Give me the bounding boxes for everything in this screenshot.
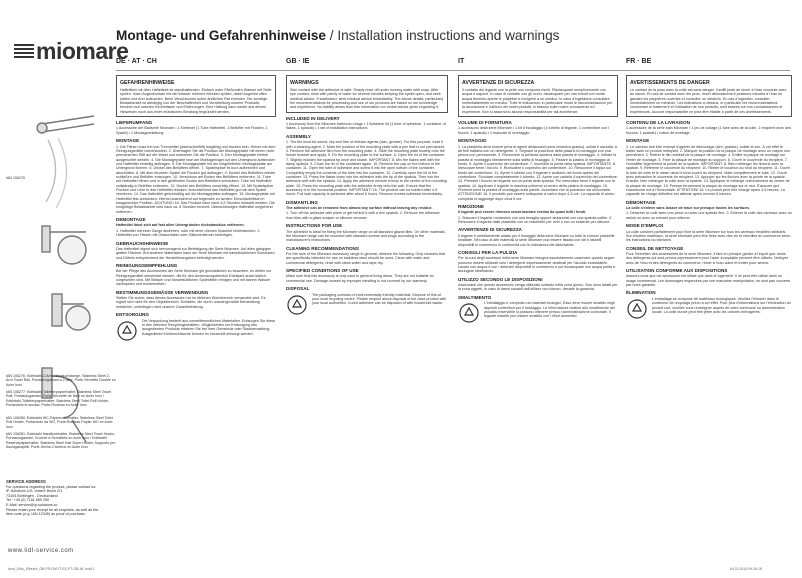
section-heading: DÉMONTAGE [626,199,656,205]
warning-box [626,75,792,117]
section-heading: WARNINGS [290,80,319,86]
column-gb [286,73,448,561]
section-heading: MODE D'EMPLOI [626,223,664,229]
brand-logo: miomare [36,38,129,64]
section-text: Haftmittel lässt sich auf fast allen Untergründen rückstandslos entfernen. [116,223,245,228]
section-heading: SMALTIMENTO [458,294,492,300]
section-text: Make sure that this accessory is only used in general living areas. They are not suitable for commercial use. Damage caused by improper handling is not covered by our warranty. [286,274,434,283]
section-text: Per la cura degli accessori della serie Miomare bisogna assolutamente osservare quanto segue: possono essere utilizzati solo i detergenti espressamente destinati per l'acciaio inossidabile. Lavare con acqua e con i detersivi disponibili in commercio e poi risciacquare con acqua pulita e asciugare strofinando. [458,256,616,274]
towel-rail-illustration [37,116,94,208]
file-footer: Anst_Edls_Elbecht_GB-FR-DM-IT-ES-PT-GB-NL.indd 1 [8,567,95,571]
lang-gb: GB · IE [286,58,310,65]
section-text: Pour l'entretien des accessoires de la série Miomare, il faut en principe garder à l'esprit que: seuls des détergents qui sont prévus expressément pour l'acier inoxydable peuvent être utilisés. Nettoyer avec de l'eau et des détergents du commerce, rincer à l'eau claire et frotter pour sécher. [626,251,789,265]
date-footer: 04.11.2014 09:26:18 [730,567,762,571]
header-divider [116,70,790,71]
section-text: The packaging consists of environmentally friendly materials. Dispose of this at your local recycling centre. Please enquire about disposal of the used product with your local authorities. Cured adhesive can be disposed of with household waste. [312,292,447,306]
warning-box [458,75,618,117]
section-text: The adhesive can be removed from almost any surface without leaving any residue. [286,206,433,211]
section-text: La colle convient parfaitement pour fixer la série Miomare sur tous les carreaux émaillés habituels. Sur d'autres matériaux, la série Miomare peut être fixée avec des vis et chevilles du commerce selon les instructions du fabricant. [626,229,791,243]
warning-box [286,75,448,113]
section-text: La colle s'enlève sans laisser de trace sur presque toutes les surfaces. [626,206,751,211]
section-heading: MONTAGE [626,138,650,144]
section-heading: INCLUDED IN DELIVERY [286,115,340,121]
image-caption: IAN 106277: Edelstahl-Toilettenpapierhalter, Stainless Steel Towel Rail, Portasciugamani, Porte-Serviette de Bain en Acier Inox / Edelstahl-Toilettenpapierhalter, Stainless Steel Toilet Roll Holder, Portarotolo in acciaio, Porte-Rouleau en Acier Inox [6,390,112,408]
section-text: L'imballaggio è composto da materiali ecologici. Esso deve essere smaltito negli appositi contenitori per il riciclaggio. Le informazioni relative allo smaltimento del prodotto inservibile si possono ottenere presso l'amministrazione comunale. Il legante indurito può essere smaltito con i rifiuti domestici. [484,301,615,319]
image-caption: IAN 106280: Edelstahl WC-Papierrollenhalter, Stainless Steel Toilet Roll Holder, Portarotolo da WC, Porte-Rouleau Papier WC en Acier Inox [6,416,114,429]
title-main: Montage- und Gefahrenhinweise [116,28,326,43]
section-text: 1. Détacher la colle avec une pince ou avec une spatule fine. 2. Enlever la colle des carreaux avec un racloir ou avec un solvant pour silicone. [626,211,792,220]
recycling-icon [116,320,138,342]
section-heading: INSTRUCTIONS FOR USE [286,223,343,229]
section-text: Assurez-vous que cet accessoire est utilisé que dans le logement. Il ne peut être utilisé dans un usage commercial. Les dommages engendrés par une mauvaise manipulation, ne sont pas couverts par notre garantie. [626,274,790,288]
column-it [458,73,618,561]
section-text: Das Haftmittel eignet sich hervorragend zur Befestigung der Serie Miomare. Auf allen gängigen glatten Flächen. Auf anderen Materialien kann die Serie Miomare mit handelsüblichen Schrauben und Dübeln entsprechend der Herstellerangaben befestigt werden. [116,246,275,260]
section-heading: UTILISATION CONFORME AUX DISPOSITIONS [626,268,728,273]
lang-de: DE · AT · CH [116,58,157,65]
section-text: Le contact de la peau avec la colle est sans danger. Il suffit juste de rincer à l'eau courante avec du savon. En cas de contact avec les yeux, rincer abondamment plusieurs minutes à l'eau en gardant les paupières ouvertes et consulter un médecin. En cas d'ingestion, consulter immédiatement un médecin. Les indications ci-dessus, en particulier les recommandations concernant le traitement et l'utilisation de nos produits, sont basées sur nos connaissances et expériences. Aucune responsabilité ne peut être établie à partir de ces avertissements. [630,88,787,114]
toilet-roll-holder-illustration [52,294,90,330]
section-heading: UTILIZZO SECONDO LE DISPOSIZIONI [458,276,543,282]
section-text: Skin contact with the adhesive is safe. Simply rinse off under running water with soap. After eye contact, rinse with plenty of water for several minutes keeping the eyelid open, and seek medical advice. If swallowed, seek medical advice immediately. The above details, particularly the recommendations for processing and use of our products are based on our knowledge and experience. No liability arises from this information nor verbal advice given regarding it. [290,88,444,110]
section-text: 1. Le carreau doit être exempt d'agents de démoulage (cire, graisse), solide et sec. À cet effet le traiter avec un produit nettoyant. 2. Marquer la position de la plaque de montage avec un crayon non permanent. 3. Retirer le film adhésif de la plaque de montage. 4. Enfiler la plaque de montage sur l'étrier de montage. 5. Fixer la plaque de montage au support. 6. Ouvrir le couvercle du récipient. 7. Humidifier légèrement la pointe de la spatule. IMPORTANT. 8. Bien mélanger les flocons avec la spatule. 9. Refermer le couvercle du récipient. 10. Retirer le bouchon au fond du récipient. 11. Ouvrir le tube de colle et le visser dans le fond ouvert du récipient. Vider complètement le tube. 12. Ouvrir avec précaution le couvercle du récipient. 13. Appuyer sur les flocons avec la pointe de la spatule. Ensuite, bien mélanger la colle avec la spatule. 14. Appliquer le mélange uniformément au centre de la plaque de montage. 15. Presser fermement la plaque de montage sur le mur. S'assurer que l'accessoire est à l'horizontale. ATTENTION! 16. Le produit peut être chargé après 4-5 heures. La capacité de charge définitive est atteinte après environ 6 heures. [626,144,791,197]
title-separator: / [325,28,338,43]
section-heading: REINIGUNGSEMPFEHLUNG [116,262,178,268]
section-heading: BESTIMMUNGSGEMÄSSE VERWENDUNG [116,289,209,295]
lang-fr: FR · BE [626,58,652,65]
section-text: Haftetikett mit über Haftetikett ist standhaltenden. Einfach unter Fließenden Wasser mit Seife spülen. Nach Augenkontakt mit viel Wasser mehrere Minuten spülen, dabei Augenlid offen halten und Arzt aufsuchen. Beim Verschlucken sofort ärztlichen Rat einholen. Die sonstige Belastbarkeit ist abhängig von der Beschaffenheit und Verarbeitung unserer Produkte, beruhen auf unseren Kenntnissen und Erfahrungen. Eine Haftung kann weder aus diesen Hinweisen noch aus einer mündlichen Beratung begründet werden. [120,88,272,114]
section-heading: VOLUME DI FORNITURA [458,120,512,126]
paper-holder-illustration [42,226,86,264]
section-heading: CONSEIL DE NETTOYAGE [626,245,684,251]
section-text: Bei der Pflege des Accessoires der Serie Miomare gilt grundsätzlich zu beachten, es dürfen nur Reinigungsmittel verwendet werden, die für den Anwendungsbereich Edelstahl ausdrücklich vorgesehen sind. Mit Wasser und handelsüblichen Spülmitteln reinigen und mit klarem Wasser nachspülen und trockenreiben. [116,269,272,287]
section-text: 1. Staccare il legante ruotandolo con una tenaglia oppure aiutandosi con una spatola sottile. 2. Rimuovere il legante dalle piastrelle con un raschietto per vetri o con un solvente per silicone. [458,215,613,225]
section-heading: CONSIGLI PER LA PULIZIA [458,249,518,255]
lang-it: IT [458,58,465,65]
service-line: E-Mail: service@ip-solutions.cc [6,502,58,507]
recycling-icon [286,294,308,316]
service-line: 73104 Börtlingen - Deutschland [6,493,58,498]
section-text: 1. La piastrella deve essere priva di agenti distaccanti (cera ceramica grasso), solida e asciutta. A tal fine trattarla con un detergente. 2. Segnare la posizione della piastra di montaggio con una penna non permanente. 3. Rimuovere la pellicola adesiva dalla piastra di montaggio. 4. Infilare la piastra di montaggio liberamente sulla staffa di fissaggio. 5. Fissare la piastra di montaggio al fondo. 6. Aprire il coperchio del contenitore. 7. Inumidire la punta della spatola. IMPORTANTE. 8. Mescolare bene i fiocchi. 9. Richiudere il coperchio del contenitore. 10. Rimuovere il tappo sul fondo del contenitore. 11. Aprire il tubetto con il legante e avvitarlo nel fondo aperto del contenitore. Svuotare completamente il tubetto. 12. Aprire con cautela il coperchio del contenitore. 13. Premere i fiocchi nel legante con la punta della spatola. Poi mescolare bene il legante con la spatola. 14. Applicare il legante in maniera uniforme al centro della piastra di montaggio. 15. Premere bene la piastra di montaggio sulla parete. Accertarsi che la posizione sia orizzontale. ATTENZIONE! 16. Il prodotto può essere sottoposto a carico dopo 4-5 ore. La capacità di carico completa si raggiunge dopo circa 6 ore. [458,144,618,201]
recycling-icon [626,298,648,320]
section-heading: AVERTISSEMENTS DE DANGER [630,80,710,86]
section-text: 1 accessoire de la série bain Miomare • 1 jeu de collage (1 tube avec de la colle, 1 récipient avec des flocons, 1 spatule) • notice de montage [626,126,792,135]
section-heading: CONTENU DE LA LIVRAISON [626,120,690,126]
section-text: Il legante può essere rimosso senza lasciare residui da quasi tutti i fondi. [458,210,587,215]
section-text: Il contatto del legante con la pelle non comporta rischi. Risciacquare semplicemente con acqua e sapone. In caso di contatto con gli occhi, risciacquare per vari minuti con molta acqua tenendo aperte le palpebre e rivolgersi a un medico. In caso d'ingestione consultare immediatamente un medico. Tutte le indicazioni, in particolare modo le raccomandazioni per la lavorazione e l'utilizzo dei nostri prodotti, si basano sulle nostre conoscenze ed esperienze. Non si assumono alcuna responsabilità per tali avvertenze. [462,88,613,114]
section-text: 1. Turn off the adhesive with pliers or get behind it with a thin spatula. 2. Remove the adhesive from tiles with a glass scraper or silicone remover. [286,211,440,220]
service-title: SERVICE ADDRESS [6,479,46,484]
section-text: 1 Accessory from the Miomare bathroom range • 1 Adhesive kit (1 tube of adhesive, 1 container of flakes, 1 spatula) • 1 set of installation instructions [286,122,446,131]
image-number: IAN 106276 [6,176,25,180]
image-caption: IAN 106281: Edelstahl Handtuchhalter, Stainless Steel Towel Hooks, Portasciugamani, Crochet à Serviettes en Acier Inox / Edelstahl Reservepapierhalter, Stainless Steel Hair Dryer Holder, Supporto per Asciugacapelli, Porte-Sèche-Cheveux en Acier Inox [6,432,116,450]
recycling-icon [458,302,480,324]
title-subtitle: Installation instructions and warnings [337,28,560,43]
section-heading: LIEFERUMFANG [116,120,153,126]
section-heading: ÉLIMINATION [626,290,656,296]
section-heading: GEBRAUCHSHINWEISE [116,240,169,246]
service-line: Tel.: +49 (0) 7161 650 250 [6,498,50,503]
section-text: 1. Haftmittel mit einer Zange abdrehen, oder mit einer dünnen Spachtel hinterstechen. 2. Haftmittel von Fliesen mit Glasschaber oder Silikonentferner beseitigen. [116,228,261,238]
section-heading: DISPOSAL [286,286,310,292]
service-note: Please retain your receipt for all enquiries, as well as the item code (e.g. IAN 12345) as proof of purchase. [6,507,99,517]
section-heading: ENTSORGUNG [116,312,149,318]
section-heading: CLEANING RECOMMENDATIONS [286,245,359,251]
column-de [116,73,276,561]
service-address [6,480,106,517]
section-text: 1. Die Fliese muss frei von Trennmittel (wachs/Antifett) tragfähig und trocken sein. Hierzu mit dem Reinigungsmittel vorbehandeln. 2. Übertragen Sie die Position der Montageplatte mit einem nicht permanenten Stift auf die Wand und markieren Sie die Position. 3. Den Montageplatte hierbei ausgerichtet werden. 4. Die Montageplatte lose am Montagebügel auf den Untergrund aufstecken und Haftmittel einseitig auftragen. 5. Die Montageplatte mit der mitgelieferten Montageplatte am Untergrund fixieren. 6. Deckel des Beilüfters öffnen. 7. Spatelspitze fix kurz aufbrechen und abschütten. 8. Mit dem feuchten Spatel die Flocken gut auftragen. 9. Deckel des Beilüfters wieder schließen und Beilüfter entsorgen. 10. Verschluss am Boden des Beilüfters entfernen. 11. Tube mit Haftmittel öffnen und in den geöffneten Boden des Beilüfters schrauben. Tube mit Haftmittel vollständig in Beilüfter entleeren. 12. Deckel des Beilüfters vorsichtig öffnen. 13. Mit Spatelspitze Flocken und Leim in das Haftmittel drücken. Anschließend das Haftmittel gut mit dem Spatel verrühren. 14. Das Haftmittel gleichmäßig auf die Montageplatte auftragen. 15. Montageplatte mit Haftmittel fest andrücken. Hierbei ausreichend auf folgendes zu achten: Einschaufeltisch in waagerechter Position. ACHTUNG! 16. Das Produkt kann nach 4-5 Stunden belastet werden. Die endgültige Belastbarkeit wird nach ca. 6 Stunden erreicht. Überschüssiges Haftmittel umgehend entfernen. [116,144,276,214]
section-text: 1. The tile must be sound, dry and free of release agents (wax, grease). For this purpose, treat it with a cleaning agent. 2. Mark the position of the mounting plate with a pen that is not permanent. 3. Remove the adhesive film from the mounting plate. 4. Slide the mounting plate loosely onto the fixture bracket and apply. 5. Fix the mounting plate to the surface. 6. Open the lid of the container. 7. Slightly moisten the spatula tip once and shake. IMPORTANT. 8. Mix the flakes well with the damp spatula. 9. Close the lid of the container again. 10. Remove the cap on the bottom of the container. 11. Open the tube of adhesive and screw it into the open bottom of the container. Completely empty the contents of the tube into the container. 12. Carefully open the lid of the container. 13. Press the flakes down into the adhesive with the tip of the spatula. Then mix the adhesive well with the spatula. 14. Apply the adhesive mixture evenly to the centre of the mounting plate. 15. Press the mounting plate with the adhesive firmly onto the wall. Ensure that the accessory is in the horizontal position. IMPORTANT! 16. The product can be loaded after 4-5 hours. Full load capacity is achieved after about 6 hours. Remove excess adhesive immediately. [286,140,447,197]
warning-box [116,75,276,117]
section-heading: MONTAGE [116,138,140,144]
service-url[interactable]: www.lidl-service.com [8,548,74,554]
page-title [116,28,559,43]
section-text: Stellen Sie sicher, dass dieses Accessoire nur im üblichen Wohnbereich verwendet wird. Es eignet sich nicht für den Objektbereich. Schäden, die durch unsachgemäße Behandlung entstehen, unterliegen nicht unserer Garantieleistung. [116,296,266,309]
section-heading: SPECIFIED CONDITIONS OF USE [286,268,359,273]
section-text: Assicurarsi che questo accessorio venga utilizzato soltanto nella zona giorno. Non sono adatti per la zona oggetti. In caso di danni causati dall'utilizzo non idoneo, decade la garanzia. [458,283,618,292]
column-fr [626,73,792,561]
section-heading: AVVERTENZE DI SICUREZZA [462,80,535,86]
brand-mark-icon [14,44,34,64]
section-text: The adhesive is ideal for fixing the Miomare range on all standard glazed tiles. On other materials, the Miomare range can be mounted with standard screws and plugs according to the manufacturer's instructions. [286,229,446,243]
section-heading: DEMONTAGE [116,217,146,223]
section-text: 1 Accessoire der Badserie Miomare • 1 Klebeset (1 Tube Haftmittel, 1 Beilüfter mit Flocken, 1 Spatel) • 1 Montageanleitung [116,126,268,135]
section-heading: MONTAGGIO [458,138,487,144]
section-heading: AVVERTENZE DI SICUREZZA [458,227,522,233]
section-text: For the care of the Miomare accessory range in general, observe the following: Only cleaners that are specifically intended for use on stainless steel should be used. Clean with water and commercial detergents, rinse with clean water and wipe dry. [286,251,446,265]
section-heading: GEFAHRENHINWEISE [120,80,175,86]
section-heading: DISMANTLING [286,199,318,205]
section-text: 1 accessorio della serie Miomare • 1 kit d'incollaggio (1 tubetto di legante, 1 contenitore con i fiocchi, 1 spatola) • 1 manuale di montaggio [458,126,610,135]
image-caption: IAN 106276: Edelstahl-2-Arm-Handtuchstange, Stainless Steel 2-Arm Towel Rail, Portasciugamani a 2 aste, Porte-Serviette Double en Acier Inox [6,374,116,387]
section-text: Die Verpackung besteht aus umweltfreundlichen Materialien. Entsorgen Sie diese in den örtlichen Recyclingbehältern. Möglichkeiten zur Entsorgung des ausgedienten Produkts erfahren Sie bei Ihrer Gemeinde oder Stadtverwaltung. Ausgediente Kühlerschläuche können im Hausmüll entsorgt werden. [142,318,276,336]
section-text: Il legante è perfettamente adatto per il fissaggio della serie Miomare su tutte le comuni piastrelle smaltate. Nel caso di altri materiali la serie Miomare può essere fissata con viti e tasselli disponibili in commercio in conformità con le indicazioni del fabbricante. [458,233,615,247]
section-text: L'emballage se compose de matériaux écologiques. Veuillez l'éliminer dans le conteneur de recyclage prévu à cet effet. Pour plus d'informations sur l'élimination du produit usé, veuillez vous renseigner auprès de votre commune ou administration locale. La colle durcie peut être jetée avec les ordures ménagères. [652,296,791,314]
section-heading: ASSEMBLY [286,133,312,139]
service-line: IP-Solutions UG, Untere Bruch 2/1 [6,489,63,494]
service-intro: For questions regarding the product, please contact us: [6,484,97,489]
section-heading: RIMOZIONE [458,204,485,210]
